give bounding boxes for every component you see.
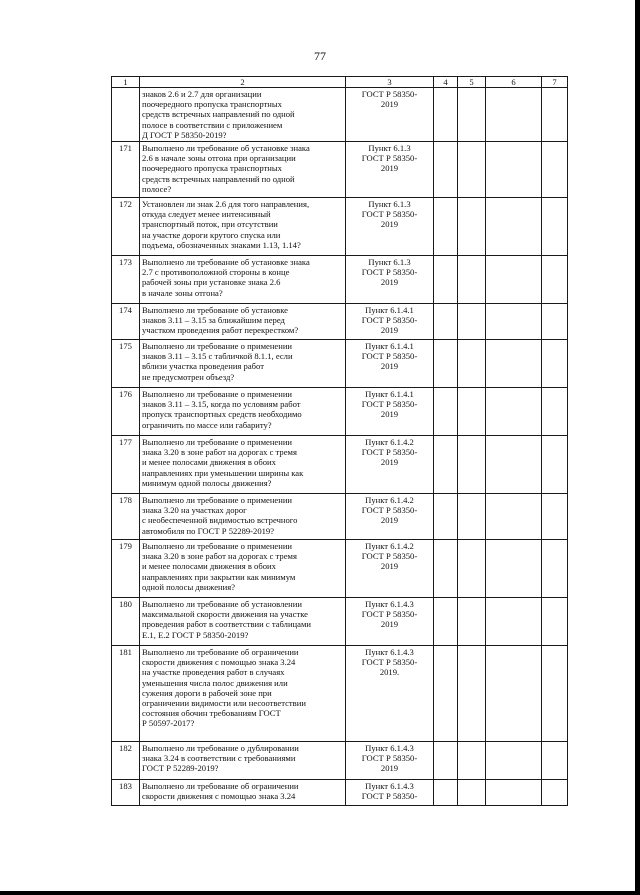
answer-cell-4[interactable] bbox=[434, 540, 458, 598]
answer-cell-6[interactable] bbox=[486, 142, 542, 198]
reference-line: Пункт 6.1.4.3 bbox=[365, 743, 414, 754]
question-line: и менее полосами движения в обоих bbox=[142, 561, 276, 572]
answer-cell-4[interactable] bbox=[434, 780, 458, 806]
reference-line: ГОСТ Р 58350- bbox=[361, 153, 418, 164]
reference-cell bbox=[346, 198, 434, 256]
question-cell bbox=[140, 256, 346, 304]
scan-edge-right bbox=[635, 0, 640, 895]
answer-cell-5[interactable] bbox=[458, 742, 486, 780]
answer-cell-6[interactable] bbox=[486, 540, 542, 598]
question-cell bbox=[140, 436, 346, 494]
row-number: 171 bbox=[112, 142, 140, 198]
answer-cell-4[interactable] bbox=[434, 388, 458, 436]
row-number: 176 bbox=[112, 388, 140, 436]
table-row bbox=[112, 540, 568, 598]
question-cell bbox=[140, 598, 346, 646]
reference-line: 2019 bbox=[380, 99, 399, 110]
reference-line: ГОСТ Р 58350- bbox=[361, 399, 418, 410]
reference-line: 2019 bbox=[380, 457, 399, 468]
checklist-table bbox=[111, 76, 568, 806]
answer-cell-6[interactable] bbox=[486, 256, 542, 304]
column-header: 6 bbox=[486, 77, 542, 88]
question-line: Выполнено ли требование о применении bbox=[142, 541, 293, 552]
reference-cell bbox=[346, 742, 434, 780]
question-line: Выполнено ли требование о дублировании bbox=[142, 743, 299, 754]
answer-cell-6[interactable] bbox=[486, 598, 542, 646]
table-body bbox=[112, 88, 568, 806]
question-line: Е.1, Е.2 ГОСТ Р 58350-2019? bbox=[142, 629, 249, 640]
question-line: знаков 3.11 – 3.15, когда по условиям работ bbox=[142, 399, 301, 410]
column-header: 5 bbox=[458, 77, 486, 88]
column-header: 1 bbox=[112, 77, 140, 88]
question-line: Выполнено ли требование о применении bbox=[142, 341, 293, 352]
row-number: 180 bbox=[112, 598, 140, 646]
question-line: Выполнено ли требование об установке bbox=[142, 305, 288, 316]
reference-cell bbox=[346, 540, 434, 598]
reference-line: Пункт 6.1.4.3 bbox=[365, 599, 414, 610]
question-line: с необеспеченной видимостью встречного bbox=[142, 515, 298, 526]
reference-line: Пункт 6.1.3 bbox=[368, 199, 411, 210]
answer-cell-7[interactable] bbox=[542, 742, 568, 780]
row-number: 181 bbox=[112, 646, 140, 742]
row-number: 173 bbox=[112, 256, 140, 304]
table-row bbox=[112, 388, 568, 436]
row-number: 182 bbox=[112, 742, 140, 780]
reference-line: 2019 bbox=[380, 325, 399, 336]
question-line: 2.7 с противоположной стороны в конце bbox=[142, 267, 290, 278]
reference-line: 2019 bbox=[380, 277, 399, 288]
reference-line: 2019 bbox=[380, 619, 399, 630]
reference-line: ГОСТ Р 58350- bbox=[361, 267, 418, 278]
reference-line: Пункт 6.1.4.1 bbox=[365, 341, 414, 352]
question-line: откуда следует менее интенсивный bbox=[142, 209, 271, 220]
column-header: 7 bbox=[542, 77, 568, 88]
answer-cell-5[interactable] bbox=[458, 340, 486, 388]
answer-cell-5[interactable] bbox=[458, 436, 486, 494]
answer-cell-4[interactable] bbox=[434, 198, 458, 256]
reference-line: 2019. bbox=[379, 667, 400, 678]
answer-cell-4[interactable] bbox=[434, 340, 458, 388]
reference-line: ГОСТ Р 58350- bbox=[361, 351, 418, 362]
question-line: ограничить по массе или габариту? bbox=[142, 419, 272, 430]
answer-cell-4[interactable] bbox=[434, 646, 458, 742]
question-line: транспортный поток, при отсутствии bbox=[142, 219, 278, 230]
reference-line: Пункт 6.1.4.3 bbox=[365, 647, 414, 658]
reference-cell bbox=[346, 88, 434, 142]
answer-cell-6[interactable] bbox=[486, 646, 542, 742]
reference-line: ГОСТ Р 58350- bbox=[361, 209, 418, 220]
reference-line: ГОСТ Р 58350- bbox=[361, 551, 418, 562]
question-line: максимальной скорости движения на участке bbox=[142, 609, 308, 620]
question-cell bbox=[140, 540, 346, 598]
reference-line: ГОСТ Р 58350- bbox=[361, 505, 418, 516]
question-line: поочередного пропуска транспортных bbox=[142, 163, 282, 174]
reference-line: 2019 bbox=[380, 763, 399, 774]
question-line: и менее полосами движения в обоих bbox=[142, 457, 276, 468]
reference-line: ГОСТ Р 58350- bbox=[361, 657, 418, 668]
answer-cell-5[interactable] bbox=[458, 198, 486, 256]
reference-line: ГОСТ Р 58350- bbox=[361, 791, 418, 802]
reference-cell bbox=[346, 256, 434, 304]
reference-cell bbox=[346, 494, 434, 540]
table-row bbox=[112, 646, 568, 742]
answer-cell-5[interactable] bbox=[458, 598, 486, 646]
question-line: поочередного пропуска транспортных bbox=[142, 99, 282, 110]
answer-cell-5[interactable] bbox=[458, 494, 486, 540]
question-line: в начале зоны отгона? bbox=[142, 287, 223, 298]
reference-cell bbox=[346, 142, 434, 198]
answer-cell-6[interactable] bbox=[486, 388, 542, 436]
reference-cell bbox=[346, 436, 434, 494]
question-line: знака 3.20 на участках дорог bbox=[142, 505, 247, 516]
reference-line: Пункт 6.1.4.3 bbox=[365, 781, 414, 792]
question-line: сужения дороги в рабочей зоне при bbox=[142, 687, 272, 698]
table-row bbox=[112, 256, 568, 304]
column-header: 3 bbox=[346, 77, 434, 88]
reference-line: Пункт 6.1.4.2 bbox=[365, 541, 414, 552]
reference-line: Пункт 6.1.3 bbox=[368, 257, 411, 268]
question-line: Выполнено ли требование о применении bbox=[142, 437, 293, 448]
answer-cell-5[interactable] bbox=[458, 304, 486, 340]
question-line: Установлен ли знак 2.6 для того направления, bbox=[142, 199, 310, 210]
question-line: скорости движения с помощью знака 3.24 bbox=[142, 657, 296, 668]
answer-cell-6[interactable] bbox=[486, 436, 542, 494]
answer-cell-4[interactable] bbox=[434, 142, 458, 198]
question-line: одной полосы движения? bbox=[142, 581, 236, 592]
answer-cell-7[interactable] bbox=[542, 88, 568, 142]
table-row bbox=[112, 304, 568, 340]
question-line: знака 3.24 в соответствии с требованиями bbox=[142, 753, 296, 764]
question-line: знака 3.20 в зоне работ на дорогах с тремя bbox=[142, 447, 297, 458]
answer-cell-5[interactable] bbox=[458, 646, 486, 742]
question-cell bbox=[140, 304, 346, 340]
reference-line: ГОСТ Р 58350- bbox=[361, 447, 418, 458]
table-row bbox=[112, 142, 568, 198]
question-line: на участке дороги крутого спуска или bbox=[142, 229, 281, 240]
question-line: вблизи участка проведения работ bbox=[142, 361, 264, 372]
row-number: 174 bbox=[112, 304, 140, 340]
question-cell bbox=[140, 388, 346, 436]
reference-cell bbox=[346, 304, 434, 340]
question-line: проведения работ в соответствии с таблицами bbox=[142, 619, 312, 630]
row-number: 178 bbox=[112, 494, 140, 540]
answer-cell-5[interactable] bbox=[458, 142, 486, 198]
question-line: автомобиля по ГОСТ Р 52289-2019? bbox=[142, 525, 275, 536]
question-line: полосе? bbox=[142, 183, 172, 194]
reference-line: Пункт 6.1.4.1 bbox=[365, 305, 414, 316]
answer-cell-6[interactable] bbox=[486, 88, 542, 142]
row-number bbox=[112, 88, 140, 142]
question-cell bbox=[140, 780, 346, 806]
reference-line: 2019 bbox=[380, 561, 399, 572]
reference-line: 2019 bbox=[380, 163, 399, 174]
answer-cell-4[interactable] bbox=[434, 304, 458, 340]
table-row bbox=[112, 436, 568, 494]
answer-cell-5[interactable] bbox=[458, 780, 486, 806]
question-cell bbox=[140, 198, 346, 256]
question-line: знаков 3.11 – 3.15 за ближайшим перед bbox=[142, 315, 285, 326]
reference-line: ГОСТ Р 58350- bbox=[361, 315, 418, 326]
question-line: подъема, обозначенных знаками 1.13, 1.14? bbox=[142, 239, 301, 250]
row-number: 172 bbox=[112, 198, 140, 256]
row-number: 175 bbox=[112, 340, 140, 388]
reference-cell bbox=[346, 598, 434, 646]
answer-cell-7[interactable] bbox=[542, 646, 568, 742]
answer-cell-5[interactable] bbox=[458, 88, 486, 142]
table-row bbox=[112, 598, 568, 646]
answer-cell-7[interactable] bbox=[542, 540, 568, 598]
answer-cell-7[interactable] bbox=[542, 436, 568, 494]
reference-cell bbox=[346, 780, 434, 806]
answer-cell-7[interactable] bbox=[542, 142, 568, 198]
answer-cell-5[interactable] bbox=[458, 388, 486, 436]
question-cell bbox=[140, 142, 346, 198]
answer-cell-7[interactable] bbox=[542, 780, 568, 806]
question-line: участком проведения работ перекрестком? bbox=[142, 325, 299, 336]
reference-line: ГОСТ Р 58350- bbox=[361, 609, 418, 620]
answer-cell-6[interactable] bbox=[486, 198, 542, 256]
question-line: Выполнено ли требование об ограничении bbox=[142, 781, 299, 792]
question-cell bbox=[140, 88, 346, 142]
answer-cell-6[interactable] bbox=[486, 304, 542, 340]
question-line: на участке проведения работ в случаях bbox=[142, 667, 285, 678]
column-header: 2 bbox=[140, 77, 346, 88]
question-line: Выполнено ли требование о применении bbox=[142, 389, 293, 400]
question-cell bbox=[140, 340, 346, 388]
table-row bbox=[112, 198, 568, 256]
column-header: 4 bbox=[434, 77, 458, 88]
question-line: Выполнено ли требование об ограничении bbox=[142, 647, 299, 658]
question-line: не предусмотрен объезд? bbox=[142, 371, 235, 382]
row-number: 179 bbox=[112, 540, 140, 598]
reference-line: 2019 bbox=[380, 361, 399, 372]
row-number: 183 bbox=[112, 780, 140, 806]
answer-cell-4[interactable] bbox=[434, 256, 458, 304]
table-row bbox=[112, 88, 568, 142]
reference-line: Пункт 6.1.3 bbox=[368, 143, 411, 154]
answer-cell-6[interactable] bbox=[486, 742, 542, 780]
question-line: пропуск транспортных средств необходимо bbox=[142, 409, 302, 420]
question-line: Выполнено ли требование о применении bbox=[142, 495, 293, 506]
answer-cell-6[interactable] bbox=[486, 780, 542, 806]
answer-cell-7[interactable] bbox=[542, 256, 568, 304]
reference-cell bbox=[346, 646, 434, 742]
reference-line: Пункт 6.1.4.2 bbox=[365, 437, 414, 448]
question-line: знаков 3.11 – 3.15 с табличкой 8.1.1, если bbox=[142, 351, 293, 362]
table-row bbox=[112, 742, 568, 780]
reference-cell bbox=[346, 340, 434, 388]
answer-cell-7[interactable] bbox=[542, 598, 568, 646]
question-line: полосе в соответствии с приложением bbox=[142, 119, 283, 130]
answer-cell-7[interactable] bbox=[542, 388, 568, 436]
reference-cell bbox=[346, 388, 434, 436]
answer-cell-4[interactable] bbox=[434, 742, 458, 780]
answer-cell-4[interactable] bbox=[434, 598, 458, 646]
answer-cell-4[interactable] bbox=[434, 436, 458, 494]
question-line: состояния обочин требованиям ГОСТ bbox=[142, 708, 281, 719]
question-line: средств встречных направлений по одной bbox=[142, 173, 295, 184]
question-cell bbox=[140, 742, 346, 780]
reference-line: Пункт 6.1.4.2 bbox=[365, 495, 414, 506]
question-line: Выполнено ли требование об установлении bbox=[142, 599, 302, 610]
question-line: ограничении видимости или несоответствии bbox=[142, 698, 306, 709]
row-number: 177 bbox=[112, 436, 140, 494]
answer-cell-6[interactable] bbox=[486, 340, 542, 388]
question-line: скорости движения с помощью знака 3.24 bbox=[142, 791, 296, 802]
reference-line: ГОСТ Р 58350- bbox=[361, 89, 418, 99]
table-row bbox=[112, 340, 568, 388]
table-row bbox=[112, 494, 568, 540]
page-number: 77 bbox=[314, 49, 326, 63]
question-line: рабочей зоны при установке знака 2.6 bbox=[142, 277, 281, 288]
answer-cell-4[interactable] bbox=[434, 494, 458, 540]
question-line: знаков 2.6 и 2.7 для организации bbox=[142, 89, 262, 99]
question-line: средств встречных направлений по одной bbox=[142, 109, 295, 120]
question-line: направлениях при уменьшении ширины как bbox=[142, 467, 304, 478]
reference-line: 2019 bbox=[380, 515, 399, 526]
reference-line: ГОСТ Р 58350- bbox=[361, 753, 418, 764]
question-line: минимум одной полосы движения? bbox=[142, 477, 272, 488]
answer-cell-5[interactable] bbox=[458, 256, 486, 304]
question-line: ГОСТ Р 52289-2019? bbox=[142, 763, 219, 774]
answer-cell-6[interactable] bbox=[486, 494, 542, 540]
table-row bbox=[112, 780, 568, 806]
question-line: Д ГОСТ Р 58350-2019? bbox=[142, 129, 227, 140]
answer-cell-7[interactable] bbox=[542, 340, 568, 388]
question-line: знака 3.20 в зоне работ на дорогах с тремя bbox=[142, 551, 297, 562]
question-cell bbox=[140, 646, 346, 742]
question-line: Выполнено ли требование об установке знака bbox=[142, 257, 310, 268]
question-line: Р 50597-2017? bbox=[142, 718, 195, 729]
answer-cell-4[interactable] bbox=[434, 88, 458, 142]
reference-line: Пункт 6.1.4.1 bbox=[365, 389, 414, 400]
answer-cell-7[interactable] bbox=[542, 304, 568, 340]
question-cell bbox=[140, 494, 346, 540]
question-line: 2.6 в начале зоны отгона при организации bbox=[142, 153, 296, 164]
answer-cell-5[interactable] bbox=[458, 540, 486, 598]
question-line: направлениях при закрытии как минимум bbox=[142, 571, 296, 582]
column-header-row bbox=[112, 77, 568, 88]
answer-cell-7[interactable] bbox=[542, 198, 568, 256]
question-line: Выполнено ли требование об установке знака bbox=[142, 143, 310, 154]
scan-edge-bottom bbox=[0, 891, 640, 895]
answer-cell-7[interactable] bbox=[542, 494, 568, 540]
question-line: уменьшения числа полос движения или bbox=[142, 677, 288, 688]
reference-line: 2019 bbox=[380, 409, 399, 420]
reference-line: 2019 bbox=[380, 219, 399, 230]
